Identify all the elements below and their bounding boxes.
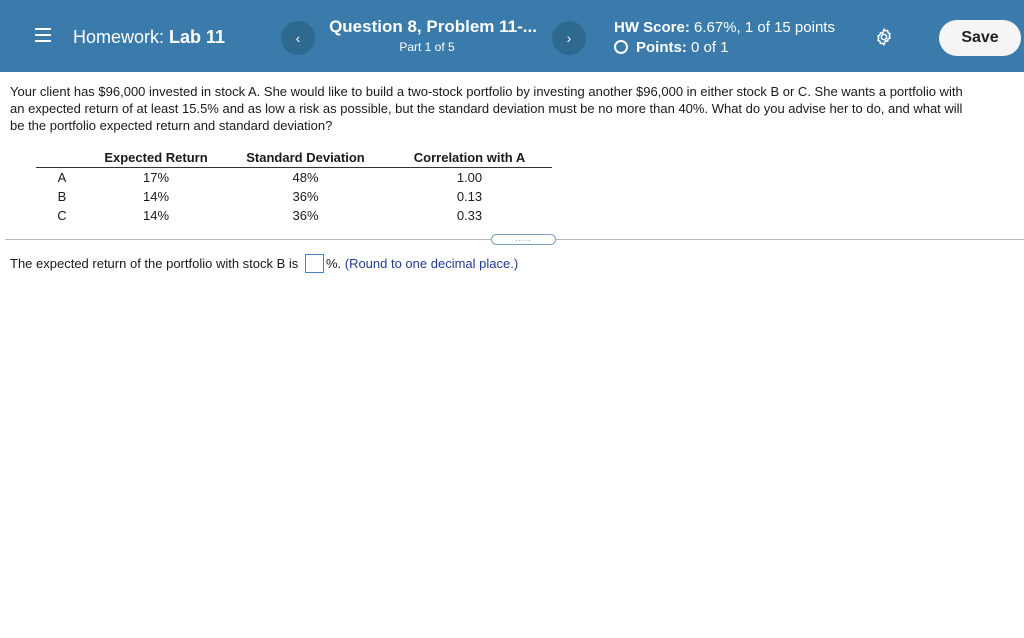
previous-question-button[interactable] <box>281 21 315 55</box>
column-header <box>36 149 88 167</box>
chevron-right-icon: › <box>566 30 572 46</box>
column-header: Correlation with A <box>387 149 552 167</box>
column-header: Expected Return <box>88 149 224 167</box>
table-cell: C <box>57 208 67 224</box>
next-question-button[interactable] <box>552 21 586 55</box>
question-line: an expected return of at least 15.5% and as low a risk as possible, but the standard deviation must be no more than 40%. What do you advise her to do, and what will <box>10 101 963 116</box>
table-cell: 14% <box>142 208 170 224</box>
answer-suffix: %. <box>325 256 342 271</box>
hw-score-label: HW Score: <box>614 19 695 36</box>
column-header: Standard Deviation <box>224 149 387 167</box>
chevron-left-icon: ‹ <box>295 30 301 46</box>
points-label: Points: <box>636 39 691 56</box>
table-cell: 36% <box>292 188 319 204</box>
table-cell: 36% <box>292 208 319 224</box>
save-button[interactable]: Save <box>939 20 1021 56</box>
points-circle-icon <box>614 40 628 54</box>
table-cell: 48% <box>292 169 319 185</box>
hw-score <box>614 19 835 36</box>
table-cell: 0.33 <box>456 208 483 224</box>
table-row <box>36 167 552 187</box>
table-cell: 14% <box>142 188 170 204</box>
table-cell: 1.00 <box>456 169 483 185</box>
table-cell: 0.13 <box>456 188 483 204</box>
question-text <box>10 83 1024 134</box>
rounding-hint: (Round to one decimal place.) <box>344 256 519 271</box>
answer-line <box>10 254 518 273</box>
question-line: Your client has $96,000 invested in stock A. She would like to build a two-stock portfolio by investing another $96,000 in either stock B or C. She wants a portfolio with <box>10 84 963 99</box>
table-row <box>36 187 552 207</box>
homework-name: Lab 11 <box>169 27 226 47</box>
homework-prefix: Homework: <box>73 27 170 47</box>
table-header-row <box>36 149 552 167</box>
table-cell: A <box>57 169 67 185</box>
top-header <box>0 0 1024 72</box>
question-line: be the portfolio expected return and standard deviation? <box>10 118 333 133</box>
answer-prefix: The expected return of the portfolio with stock B is <box>10 256 302 271</box>
expand-content-button[interactable]: ..... <box>491 234 556 245</box>
stock-data-table <box>36 149 552 226</box>
question-part: Part 1 of 5 <box>399 40 455 54</box>
expected-return-input[interactable] <box>305 254 324 273</box>
question-title: Question 8, Problem 11-... <box>329 17 537 36</box>
hamburger-menu-icon[interactable] <box>35 28 51 42</box>
homework-title <box>73 27 225 48</box>
table-cell: 17% <box>142 169 170 185</box>
points <box>614 39 729 56</box>
table-cell: B <box>57 188 67 204</box>
gear-icon[interactable] <box>874 27 894 47</box>
table-row <box>36 206 552 226</box>
points-value: 0 of 1 <box>691 39 729 56</box>
hw-score-value: 6.67%, 1 of 15 points <box>694 19 835 36</box>
